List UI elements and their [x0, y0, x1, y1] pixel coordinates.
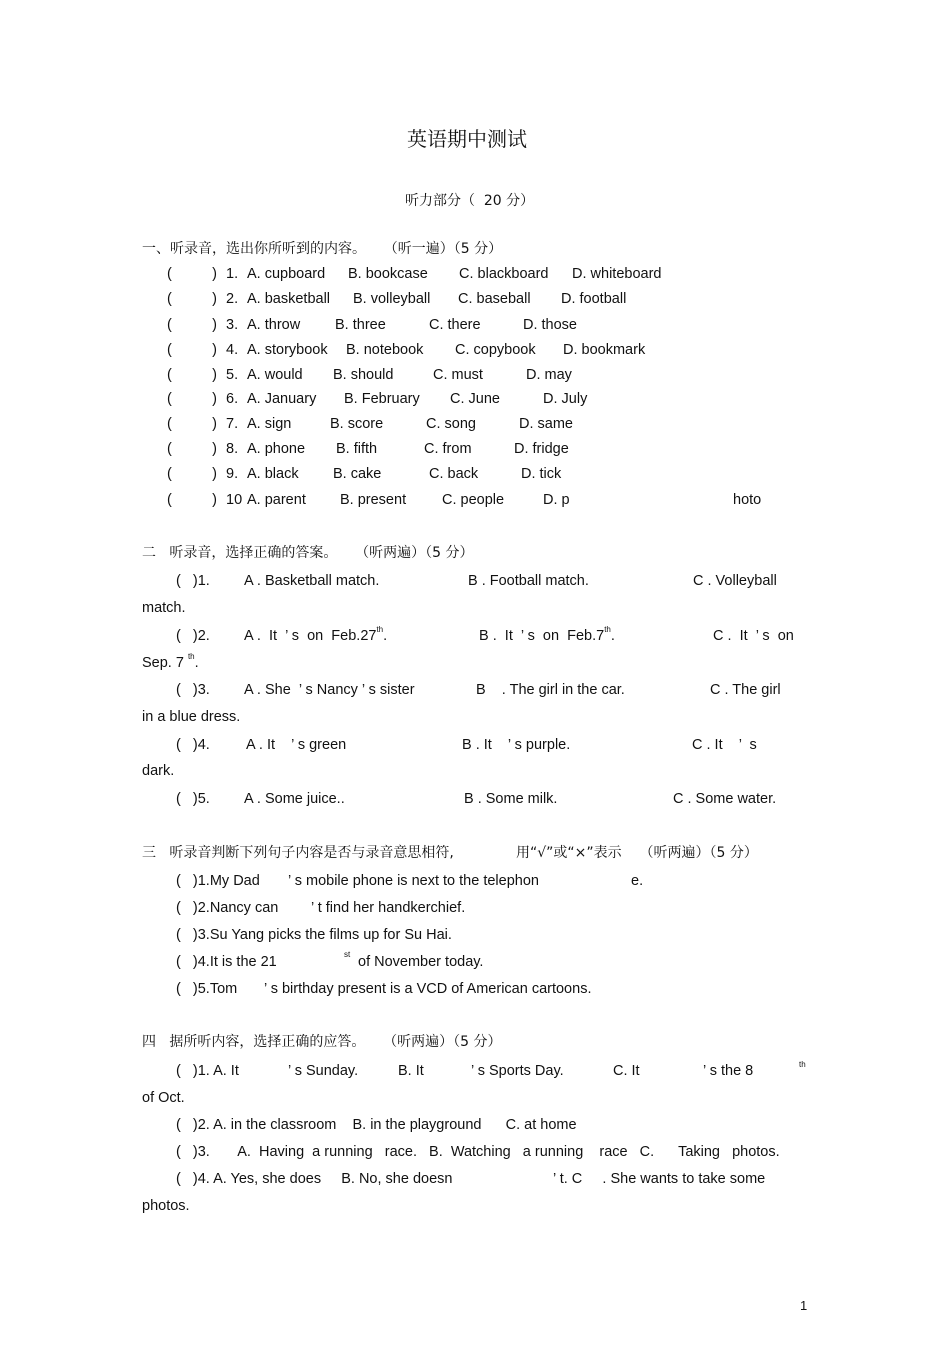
- question-continuation: of Oct.: [142, 1090, 185, 1106]
- ordinal-suffix: st: [344, 950, 351, 959]
- item-number: 6.: [226, 391, 239, 407]
- question-continuation: in a blue dress.: [142, 709, 241, 725]
- option-c: C. June: [450, 391, 500, 407]
- page-number: 1: [800, 1298, 808, 1313]
- option-c: C. back: [429, 466, 479, 482]
- option-c-cont: ’ s the 8: [703, 1063, 754, 1079]
- answer-blank: ( ): [167, 391, 217, 407]
- option-a: A. parent: [247, 492, 306, 508]
- option-b: B . Some milk.: [464, 791, 558, 807]
- option-b: B. notebook: [346, 342, 424, 358]
- item-number: 4.: [226, 342, 239, 358]
- statement-1-cont: ’ s mobile phone is next to the telephon: [288, 873, 539, 889]
- question-3: ( )3. A. Having a running race. B. Watching a running race C. Taking photos.: [176, 1144, 780, 1160]
- option-c: C . Some water.: [673, 791, 777, 807]
- statement-1: ( )1.My Dad: [176, 873, 260, 889]
- ordinal-suffix: th: [799, 1060, 806, 1069]
- answer-blank: ( ): [167, 291, 217, 307]
- option-b: B . Football match.: [468, 573, 589, 589]
- section-subtitle: 听力部分（ 20 分）: [405, 193, 535, 209]
- option-a: A . She ’ s Nancy ’ s sister: [244, 682, 415, 698]
- item-number: 3.: [226, 317, 239, 333]
- ordinal-suffix: th: [604, 625, 611, 634]
- option-d: D. p: [543, 492, 570, 508]
- option-a: A. basketball: [247, 291, 331, 307]
- option-c: C. song: [426, 416, 476, 432]
- option-a: A. sign: [247, 416, 292, 432]
- option-b: B. score: [330, 416, 384, 432]
- section-3-heading: 三 听录音判断下列句子内容是否与录音意思相符,: [142, 845, 454, 861]
- option-d: D. whiteboard: [572, 266, 662, 282]
- question-number: ( )3.: [176, 682, 210, 698]
- statement-2: ( )2.Nancy can: [176, 900, 279, 916]
- option-d: D. may: [526, 367, 572, 383]
- option-c: C. copybook: [455, 342, 536, 358]
- question-continuation: [142, 654, 199, 672]
- option-c: C. blackboard: [459, 266, 549, 282]
- item-number: 1.: [226, 266, 239, 282]
- option-d: D. bookmark: [563, 342, 646, 358]
- item-number: 8.: [226, 441, 239, 457]
- option-b-end: .: [610, 628, 615, 644]
- option-a: [244, 627, 387, 645]
- option-c: C. baseball: [458, 291, 531, 307]
- option-a: A. phone: [247, 441, 306, 457]
- answer-blank: ( ): [167, 492, 217, 508]
- option-a: A. throw: [247, 317, 301, 333]
- option-c: C. must: [433, 367, 483, 383]
- option-b: B. fifth: [336, 441, 378, 457]
- option-a: A . Basketball match.: [244, 573, 380, 589]
- option-a: A. black: [247, 466, 299, 482]
- option-b: B . The girl in the car.: [476, 682, 625, 698]
- item-number: 5.: [226, 367, 239, 383]
- option-a: A. storybook: [247, 342, 328, 358]
- option-b: B. volleyball: [353, 291, 431, 307]
- continuation-text: Sep. 7: [142, 655, 184, 671]
- option-a: A. cupboard: [247, 266, 326, 282]
- option-a: A. January: [247, 391, 317, 407]
- section-3-heading-cont: 用“√”或“×”表示 （听两遍）（5 分）: [516, 845, 758, 861]
- option-d: D. same: [519, 416, 573, 432]
- ordinal-suffix: th: [187, 652, 195, 661]
- question-number: ( )5.: [176, 791, 210, 807]
- option-a: A . Some juice..: [244, 791, 345, 807]
- option-c: C. people: [442, 492, 505, 508]
- statement-4-cont: of November today.: [358, 954, 484, 970]
- question-continuation: match.: [142, 600, 186, 616]
- question-continuation: dark.: [142, 763, 175, 779]
- statement-5-cont: ’ s birthday present is a VCD of American cartoons.: [264, 981, 592, 997]
- option-b: B. bookcase: [348, 266, 428, 282]
- option-c: C . It ’ s: [692, 737, 757, 753]
- answer-blank: ( ): [167, 367, 217, 383]
- statement-3: ( )3.Su Yang picks the films up for Su Hai.: [176, 927, 452, 943]
- option-c: C . The girl: [710, 682, 781, 698]
- option-a-end: .: [383, 628, 388, 644]
- option-d: D. those: [523, 317, 577, 333]
- option-b-text: B . It ’ s on Feb.7: [479, 628, 605, 644]
- section-4-heading: 四 据所听内容，选择正确的应答。 （听两遍）（5 分）: [142, 1034, 502, 1050]
- option-d: D. football: [561, 291, 627, 307]
- section-2-heading: 二 听录音，选择正确的答案。 （听两遍）（5 分）: [142, 545, 474, 561]
- statement-4: ( )4.It is the 21: [176, 954, 277, 970]
- option-a-text: A . It ’ s on Feb.27: [244, 628, 377, 644]
- answer-blank: ( ): [167, 416, 217, 432]
- option-b: B. February: [344, 391, 420, 407]
- option-d: D. fridge: [514, 441, 569, 457]
- section-1-heading: 一、听录音，选出你所听到的内容。 （听一遍）（5 分）: [142, 241, 503, 257]
- option-c: C. It: [613, 1063, 640, 1079]
- question-number: ( )2.: [176, 628, 210, 644]
- continuation-end: .: [194, 655, 199, 671]
- option-a: A . It ’ s green: [246, 737, 347, 753]
- option-d: D. July: [543, 391, 588, 407]
- question-number: ( )1.: [176, 573, 210, 589]
- question-4: ( )4. A. Yes, she does B. No, she doesn: [176, 1171, 453, 1187]
- option-c: C . It ’ s on: [713, 628, 794, 644]
- question-4-cont: ’ t. C . She wants to take some: [553, 1171, 766, 1187]
- statement-1-end: e.: [631, 873, 644, 889]
- option-c: C. from: [424, 441, 472, 457]
- option-b: B. three: [335, 317, 386, 333]
- option-b: [479, 627, 615, 645]
- option-b: B. cake: [333, 466, 382, 482]
- item-number: 2.: [226, 291, 239, 307]
- option-a-cont: ’ s Sunday.: [288, 1063, 359, 1079]
- option-b: B. should: [333, 367, 394, 383]
- item-number: 7.: [226, 416, 239, 432]
- answer-blank: ( ): [167, 441, 217, 457]
- item-number: 9.: [226, 466, 239, 482]
- page-title: 英语期中测试: [407, 127, 527, 151]
- answer-blank: ( ): [167, 266, 217, 282]
- statement-2-cont: ’ t find her handkerchief.: [311, 900, 466, 916]
- question-number: ( )1. A. It: [176, 1063, 239, 1079]
- option-d-cont: hoto: [733, 492, 762, 508]
- ordinal-suffix: th: [376, 625, 384, 634]
- answer-blank: ( ): [167, 466, 217, 482]
- option-c: C . Volleyball: [693, 573, 777, 589]
- answer-blank: ( ): [167, 342, 217, 358]
- option-b: B. present: [340, 492, 407, 508]
- question-number: ( )4.: [176, 737, 210, 753]
- answer-blank: ( ): [167, 317, 217, 333]
- question-continuation: photos.: [142, 1198, 190, 1214]
- statement-5: ( )5.Tom: [176, 981, 238, 997]
- option-a: A. would: [247, 367, 303, 383]
- option-b-cont: ’ s Sports Day.: [471, 1063, 564, 1079]
- option-b: B. It: [398, 1063, 424, 1079]
- item-number: 10: [226, 492, 243, 508]
- option-b: B . It ’ s purple.: [462, 737, 571, 753]
- option-d: D. tick: [521, 466, 562, 482]
- option-c: C. there: [429, 317, 481, 333]
- question-2: ( )2. A. in the classroom B. in the playground C. at home: [176, 1117, 577, 1133]
